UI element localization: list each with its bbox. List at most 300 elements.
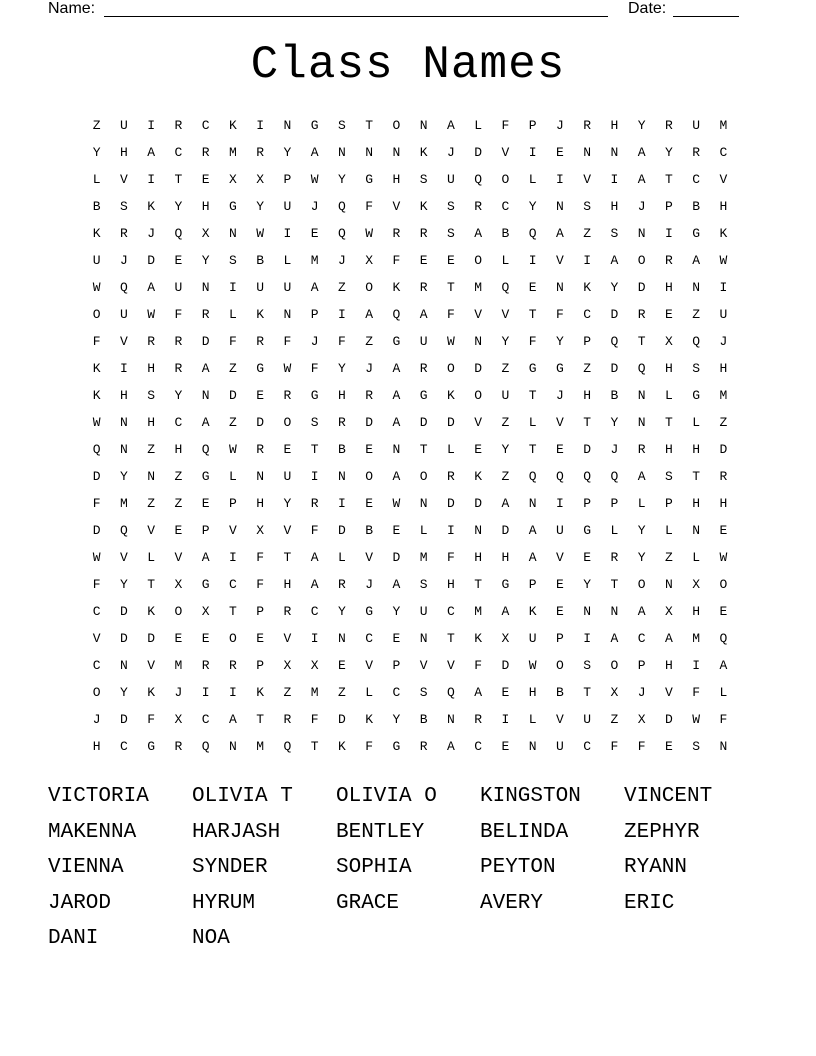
grid-letter[interactable]: B xyxy=(337,442,346,457)
grid-letter[interactable]: U xyxy=(92,253,101,268)
grid-letter[interactable]: Q xyxy=(92,442,101,457)
grid-letter[interactable]: K xyxy=(228,118,237,133)
grid-letter[interactable]: R xyxy=(256,334,265,349)
grid-letter[interactable]: I xyxy=(583,631,592,646)
grid-letter[interactable]: F xyxy=(365,739,374,754)
grid-letter[interactable]: E xyxy=(419,253,428,268)
grid-letter[interactable]: G xyxy=(419,388,428,403)
grid-letter[interactable]: H xyxy=(664,658,673,673)
grid-letter[interactable]: I xyxy=(310,631,319,646)
date-blank-line[interactable] xyxy=(673,16,739,17)
grid-letter[interactable]: D xyxy=(610,361,619,376)
grid-letter[interactable]: X xyxy=(692,577,701,592)
grid-letter[interactable]: H xyxy=(610,118,619,133)
grid-letter[interactable]: S xyxy=(419,685,428,700)
grid-letter[interactable]: J xyxy=(310,334,319,349)
grid-letter[interactable]: G xyxy=(692,388,701,403)
grid-letter[interactable]: J xyxy=(365,577,374,592)
grid-letter[interactable]: G xyxy=(365,604,374,619)
grid-letter[interactable]: N xyxy=(419,496,428,511)
grid-letter[interactable]: A xyxy=(310,280,319,295)
grid-letter[interactable]: X xyxy=(664,334,673,349)
grid-letter[interactable]: T xyxy=(174,172,183,187)
grid-letter[interactable]: H xyxy=(119,145,128,160)
grid-letter[interactable]: S xyxy=(692,361,701,376)
grid-letter[interactable]: R xyxy=(119,226,128,241)
grid-letter[interactable]: A xyxy=(392,388,401,403)
grid-letter[interactable]: F xyxy=(310,523,319,538)
grid-letter[interactable]: E xyxy=(256,388,265,403)
grid-letter[interactable]: A xyxy=(501,496,510,511)
grid-letter[interactable]: P xyxy=(283,172,292,187)
grid-letter[interactable]: E xyxy=(256,631,265,646)
grid-letter[interactable]: L xyxy=(692,550,701,565)
grid-letter[interactable]: Q xyxy=(692,334,701,349)
grid-letter[interactable]: K xyxy=(256,307,265,322)
grid-letter[interactable]: G xyxy=(201,469,210,484)
grid-letter[interactable]: H xyxy=(174,442,183,457)
grid-letter[interactable]: C xyxy=(92,604,101,619)
grid-letter[interactable]: V xyxy=(119,334,128,349)
grid-letter[interactable]: R xyxy=(692,145,701,160)
grid-letter[interactable]: G xyxy=(201,577,210,592)
grid-letter[interactable]: E xyxy=(664,307,673,322)
grid-letter[interactable]: E xyxy=(174,253,183,268)
grid-letter[interactable]: Q xyxy=(719,631,728,646)
grid-letter[interactable]: K xyxy=(365,712,374,727)
grid-letter[interactable]: C xyxy=(692,172,701,187)
grid-letter[interactable]: V xyxy=(283,631,292,646)
grid-letter[interactable]: R xyxy=(419,226,428,241)
grid-letter[interactable]: S xyxy=(583,658,592,673)
grid-letter[interactable]: D xyxy=(501,658,510,673)
grid-letter[interactable]: C xyxy=(174,145,183,160)
grid-letter[interactable]: A xyxy=(719,658,728,673)
name-blank-line[interactable] xyxy=(104,16,608,17)
grid-letter[interactable]: V xyxy=(147,523,156,538)
grid-letter[interactable]: N xyxy=(719,739,728,754)
grid-letter[interactable]: L xyxy=(692,415,701,430)
grid-letter[interactable]: V xyxy=(365,658,374,673)
grid-letter[interactable]: N xyxy=(637,415,646,430)
grid-letter[interactable]: S xyxy=(119,199,128,214)
grid-letter[interactable]: L xyxy=(610,523,619,538)
grid-letter[interactable]: Y xyxy=(392,712,401,727)
grid-letter[interactable]: X xyxy=(610,685,619,700)
grid-letter[interactable]: C xyxy=(583,739,592,754)
grid-letter[interactable]: I xyxy=(555,496,564,511)
grid-letter[interactable]: Z xyxy=(692,307,701,322)
grid-letter[interactable]: Z xyxy=(610,712,619,727)
grid-letter[interactable]: A xyxy=(637,469,646,484)
grid-letter[interactable]: M xyxy=(474,280,483,295)
grid-letter[interactable]: Q xyxy=(337,199,346,214)
grid-letter[interactable]: E xyxy=(283,442,292,457)
grid-letter[interactable]: J xyxy=(174,685,183,700)
grid-letter[interactable]: H xyxy=(664,361,673,376)
grid-letter[interactable]: F xyxy=(337,334,346,349)
grid-letter[interactable]: X xyxy=(637,712,646,727)
grid-letter[interactable]: O xyxy=(501,172,510,187)
grid-letter[interactable]: W xyxy=(365,226,374,241)
grid-letter[interactable]: N xyxy=(337,631,346,646)
grid-letter[interactable]: L xyxy=(719,685,728,700)
grid-letter[interactable]: Z xyxy=(92,118,101,133)
grid-letter[interactable]: H xyxy=(147,361,156,376)
grid-letter[interactable]: N xyxy=(474,334,483,349)
grid-letter[interactable]: S xyxy=(337,118,346,133)
grid-letter[interactable]: J xyxy=(637,199,646,214)
grid-letter[interactable]: B xyxy=(610,388,619,403)
grid-letter[interactable]: F xyxy=(610,739,619,754)
grid-letter[interactable]: T xyxy=(283,550,292,565)
grid-letter[interactable]: Q xyxy=(392,307,401,322)
grid-letter[interactable]: F xyxy=(174,307,183,322)
grid-letter[interactable]: N xyxy=(555,280,564,295)
grid-letter[interactable]: F xyxy=(92,577,101,592)
grid-letter[interactable]: M xyxy=(692,631,701,646)
grid-letter[interactable]: I xyxy=(337,496,346,511)
grid-letter[interactable]: Q xyxy=(174,226,183,241)
grid-letter[interactable]: G xyxy=(528,361,537,376)
grid-letter[interactable]: D xyxy=(637,280,646,295)
grid-letter[interactable]: J xyxy=(555,118,564,133)
grid-letter[interactable]: S xyxy=(692,739,701,754)
grid-letter[interactable]: M xyxy=(474,604,483,619)
grid-letter[interactable]: A xyxy=(446,739,455,754)
grid-letter[interactable]: Y xyxy=(637,523,646,538)
grid-letter[interactable]: E xyxy=(446,253,455,268)
grid-letter[interactable]: N xyxy=(555,199,564,214)
grid-letter[interactable]: C xyxy=(719,145,728,160)
grid-letter[interactable]: P xyxy=(528,118,537,133)
grid-letter[interactable]: G xyxy=(692,226,701,241)
grid-letter[interactable]: A xyxy=(147,280,156,295)
grid-letter[interactable]: B xyxy=(419,712,428,727)
grid-letter[interactable]: R xyxy=(610,550,619,565)
grid-letter[interactable]: N xyxy=(474,523,483,538)
grid-letter[interactable]: I xyxy=(228,280,237,295)
grid-letter[interactable]: K xyxy=(446,388,455,403)
grid-letter[interactable]: A xyxy=(310,145,319,160)
grid-letter[interactable]: T xyxy=(256,712,265,727)
grid-letter[interactable]: G xyxy=(555,361,564,376)
grid-letter[interactable]: I xyxy=(147,118,156,133)
grid-letter[interactable]: Q xyxy=(528,469,537,484)
grid-letter[interactable]: T xyxy=(474,577,483,592)
grid-letter[interactable]: W xyxy=(228,442,237,457)
grid-letter[interactable]: Z xyxy=(228,415,237,430)
grid-letter[interactable]: P xyxy=(256,604,265,619)
grid-letter[interactable]: Y xyxy=(528,199,537,214)
grid-letter[interactable]: F xyxy=(692,685,701,700)
grid-letter[interactable]: D xyxy=(446,496,455,511)
grid-letter[interactable]: R xyxy=(283,712,292,727)
grid-letter[interactable]: X xyxy=(283,658,292,673)
grid-letter[interactable]: Y xyxy=(92,145,101,160)
grid-letter[interactable]: A xyxy=(310,550,319,565)
grid-letter[interactable]: J xyxy=(337,253,346,268)
grid-letter[interactable]: M xyxy=(256,739,265,754)
grid-letter[interactable]: N xyxy=(147,469,156,484)
grid-letter[interactable]: S xyxy=(446,226,455,241)
grid-letter[interactable]: D xyxy=(392,550,401,565)
grid-letter[interactable]: Y xyxy=(119,685,128,700)
grid-letter[interactable]: F xyxy=(501,118,510,133)
grid-letter[interactable]: V xyxy=(119,550,128,565)
grid-letter[interactable]: D xyxy=(583,442,592,457)
grid-letter[interactable]: W xyxy=(719,253,728,268)
grid-letter[interactable]: E xyxy=(310,226,319,241)
grid-letter[interactable]: W xyxy=(446,334,455,349)
grid-letter[interactable]: Q xyxy=(474,172,483,187)
grid-letter[interactable]: X xyxy=(310,658,319,673)
grid-letter[interactable]: H xyxy=(528,685,537,700)
grid-letter[interactable]: F xyxy=(528,334,537,349)
grid-letter[interactable]: C xyxy=(201,712,210,727)
grid-letter[interactable]: U xyxy=(501,388,510,403)
grid-letter[interactable]: A xyxy=(392,469,401,484)
grid-letter[interactable]: Q xyxy=(528,226,537,241)
grid-letter[interactable]: X xyxy=(228,172,237,187)
grid-letter[interactable]: W xyxy=(692,712,701,727)
grid-letter[interactable]: P xyxy=(610,496,619,511)
grid-letter[interactable]: E xyxy=(174,631,183,646)
grid-letter[interactable]: Z xyxy=(147,442,156,457)
grid-letter[interactable]: C xyxy=(92,658,101,673)
grid-letter[interactable]: A xyxy=(555,226,564,241)
grid-letter[interactable]: A xyxy=(147,145,156,160)
grid-letter[interactable]: D xyxy=(365,415,374,430)
grid-letter[interactable]: O xyxy=(283,415,292,430)
grid-letter[interactable]: Y xyxy=(637,118,646,133)
grid-letter[interactable]: R xyxy=(174,334,183,349)
grid-letter[interactable]: F xyxy=(446,307,455,322)
grid-letter[interactable]: L xyxy=(283,253,292,268)
grid-letter[interactable]: V xyxy=(147,658,156,673)
grid-letter[interactable]: R xyxy=(419,280,428,295)
grid-letter[interactable]: R xyxy=(256,145,265,160)
grid-letter[interactable]: D xyxy=(446,415,455,430)
grid-letter[interactable]: L xyxy=(528,712,537,727)
grid-letter[interactable]: K xyxy=(719,226,728,241)
grid-letter[interactable]: T xyxy=(583,685,592,700)
grid-letter[interactable]: F xyxy=(228,334,237,349)
grid-letter[interactable]: E xyxy=(555,577,564,592)
grid-letter[interactable]: U xyxy=(256,280,265,295)
grid-letter[interactable]: N xyxy=(419,631,428,646)
grid-letter[interactable]: P xyxy=(555,631,564,646)
grid-letter[interactable]: P xyxy=(664,496,673,511)
grid-letter[interactable]: C xyxy=(501,199,510,214)
grid-letter[interactable]: K xyxy=(256,685,265,700)
grid-letter[interactable]: A xyxy=(474,685,483,700)
grid-letter[interactable]: F xyxy=(365,199,374,214)
grid-letter[interactable]: S xyxy=(419,577,428,592)
grid-letter[interactable]: W xyxy=(92,280,101,295)
grid-letter[interactable]: R xyxy=(310,496,319,511)
grid-letter[interactable]: K xyxy=(92,388,101,403)
grid-letter[interactable]: Z xyxy=(583,361,592,376)
grid-letter[interactable]: V xyxy=(283,523,292,538)
grid-letter[interactable]: W xyxy=(719,550,728,565)
grid-letter[interactable]: N xyxy=(419,118,428,133)
grid-letter[interactable]: C xyxy=(119,739,128,754)
grid-letter[interactable]: V xyxy=(555,712,564,727)
grid-letter[interactable]: V xyxy=(228,523,237,538)
grid-letter[interactable]: E xyxy=(555,442,564,457)
grid-letter[interactable]: K xyxy=(147,604,156,619)
grid-letter[interactable]: Y xyxy=(501,442,510,457)
grid-letter[interactable]: C xyxy=(637,631,646,646)
grid-letter[interactable]: F xyxy=(283,334,292,349)
grid-letter[interactable]: R xyxy=(365,388,374,403)
grid-letter[interactable]: V xyxy=(174,550,183,565)
grid-letter[interactable]: A xyxy=(664,631,673,646)
grid-letter[interactable]: I xyxy=(555,172,564,187)
grid-letter[interactable]: V xyxy=(501,145,510,160)
grid-letter[interactable]: V xyxy=(555,253,564,268)
grid-letter[interactable]: K xyxy=(392,280,401,295)
grid-letter[interactable]: N xyxy=(610,604,619,619)
grid-letter[interactable]: L xyxy=(228,469,237,484)
grid-letter[interactable]: L xyxy=(337,550,346,565)
grid-letter[interactable]: U xyxy=(583,712,592,727)
grid-letter[interactable]: J xyxy=(719,334,728,349)
grid-letter[interactable]: T xyxy=(692,469,701,484)
grid-letter[interactable]: V xyxy=(474,415,483,430)
grid-letter[interactable]: X xyxy=(256,172,265,187)
grid-letter[interactable]: B xyxy=(501,226,510,241)
grid-letter[interactable]: I xyxy=(119,361,128,376)
grid-letter[interactable]: H xyxy=(474,550,483,565)
grid-letter[interactable]: N xyxy=(392,442,401,457)
grid-letter[interactable]: F xyxy=(637,739,646,754)
grid-letter[interactable]: P xyxy=(392,658,401,673)
grid-letter[interactable]: O xyxy=(474,253,483,268)
grid-letter[interactable]: Y xyxy=(610,415,619,430)
grid-letter[interactable]: Y xyxy=(337,172,346,187)
grid-letter[interactable]: G xyxy=(256,361,265,376)
grid-letter[interactable]: Z xyxy=(174,496,183,511)
grid-letter[interactable]: K xyxy=(147,685,156,700)
grid-letter[interactable]: U xyxy=(719,307,728,322)
grid-letter[interactable]: N xyxy=(119,658,128,673)
grid-letter[interactable]: Y xyxy=(637,550,646,565)
grid-letter[interactable]: E xyxy=(555,604,564,619)
grid-letter[interactable]: B xyxy=(365,523,374,538)
grid-letter[interactable]: E xyxy=(528,280,537,295)
grid-letter[interactable]: M xyxy=(310,685,319,700)
grid-letter[interactable]: D xyxy=(501,523,510,538)
grid-letter[interactable]: H xyxy=(92,739,101,754)
grid-letter[interactable]: E xyxy=(474,442,483,457)
grid-letter[interactable]: R xyxy=(256,442,265,457)
grid-letter[interactable]: S xyxy=(583,199,592,214)
grid-letter[interactable]: D xyxy=(228,388,237,403)
grid-letter[interactable]: E xyxy=(365,496,374,511)
grid-letter[interactable]: O xyxy=(637,253,646,268)
grid-letter[interactable]: E xyxy=(174,523,183,538)
grid-letter[interactable]: X xyxy=(664,604,673,619)
grid-letter[interactable]: A xyxy=(528,550,537,565)
grid-letter[interactable]: D xyxy=(92,469,101,484)
grid-letter[interactable]: W xyxy=(92,550,101,565)
grid-letter[interactable]: H xyxy=(719,361,728,376)
grid-letter[interactable]: I xyxy=(256,118,265,133)
grid-letter[interactable]: Y xyxy=(501,334,510,349)
grid-letter[interactable]: T xyxy=(365,118,374,133)
grid-letter[interactable]: V xyxy=(474,307,483,322)
grid-letter[interactable]: I xyxy=(501,712,510,727)
grid-letter[interactable]: J xyxy=(119,253,128,268)
grid-letter[interactable]: K xyxy=(419,199,428,214)
grid-letter[interactable]: W xyxy=(147,307,156,322)
grid-letter[interactable]: Y xyxy=(119,469,128,484)
grid-letter[interactable]: M xyxy=(174,658,183,673)
grid-letter[interactable]: J xyxy=(310,199,319,214)
grid-letter[interactable]: U xyxy=(555,739,564,754)
grid-letter[interactable]: L xyxy=(446,442,455,457)
grid-letter[interactable]: L xyxy=(92,172,101,187)
grid-letter[interactable]: R xyxy=(637,442,646,457)
grid-letter[interactable]: S xyxy=(419,172,428,187)
grid-letter[interactable]: R xyxy=(392,226,401,241)
grid-letter[interactable]: V xyxy=(501,307,510,322)
grid-letter[interactable]: N xyxy=(637,388,646,403)
grid-letter[interactable]: O xyxy=(92,307,101,322)
grid-letter[interactable]: Y xyxy=(664,145,673,160)
grid-letter[interactable]: K xyxy=(92,361,101,376)
grid-letter[interactable]: Y xyxy=(256,199,265,214)
grid-letter[interactable]: M xyxy=(310,253,319,268)
grid-letter[interactable]: S xyxy=(610,226,619,241)
grid-letter[interactable]: O xyxy=(474,388,483,403)
grid-letter[interactable]: Q xyxy=(119,523,128,538)
grid-letter[interactable]: N xyxy=(119,415,128,430)
grid-letter[interactable]: L xyxy=(528,415,537,430)
grid-letter[interactable]: H xyxy=(119,388,128,403)
grid-letter[interactable]: N xyxy=(528,739,537,754)
grid-letter[interactable]: N xyxy=(283,307,292,322)
grid-letter[interactable]: K xyxy=(528,604,537,619)
grid-letter[interactable]: E xyxy=(201,172,210,187)
grid-letter[interactable]: T xyxy=(637,334,646,349)
grid-letter[interactable]: N xyxy=(610,145,619,160)
grid-letter[interactable]: A xyxy=(528,523,537,538)
grid-letter[interactable]: Z xyxy=(664,550,673,565)
grid-letter[interactable]: H xyxy=(664,280,673,295)
grid-letter[interactable]: Z xyxy=(501,361,510,376)
grid-letter[interactable]: A xyxy=(392,415,401,430)
grid-letter[interactable]: T xyxy=(664,172,673,187)
grid-letter[interactable]: V xyxy=(555,415,564,430)
grid-letter[interactable]: X xyxy=(174,712,183,727)
grid-letter[interactable]: O xyxy=(92,685,101,700)
grid-letter[interactable]: U xyxy=(174,280,183,295)
grid-letter[interactable]: N xyxy=(446,712,455,727)
grid-letter[interactable]: O xyxy=(610,658,619,673)
grid-letter[interactable]: V xyxy=(92,631,101,646)
grid-letter[interactable]: N xyxy=(201,388,210,403)
grid-letter[interactable]: H xyxy=(664,442,673,457)
grid-letter[interactable]: O xyxy=(637,577,646,592)
grid-letter[interactable]: Z xyxy=(337,280,346,295)
grid-letter[interactable]: N xyxy=(337,145,346,160)
grid-letter[interactable]: P xyxy=(310,307,319,322)
grid-letter[interactable]: C xyxy=(365,631,374,646)
grid-letter[interactable]: A xyxy=(692,253,701,268)
